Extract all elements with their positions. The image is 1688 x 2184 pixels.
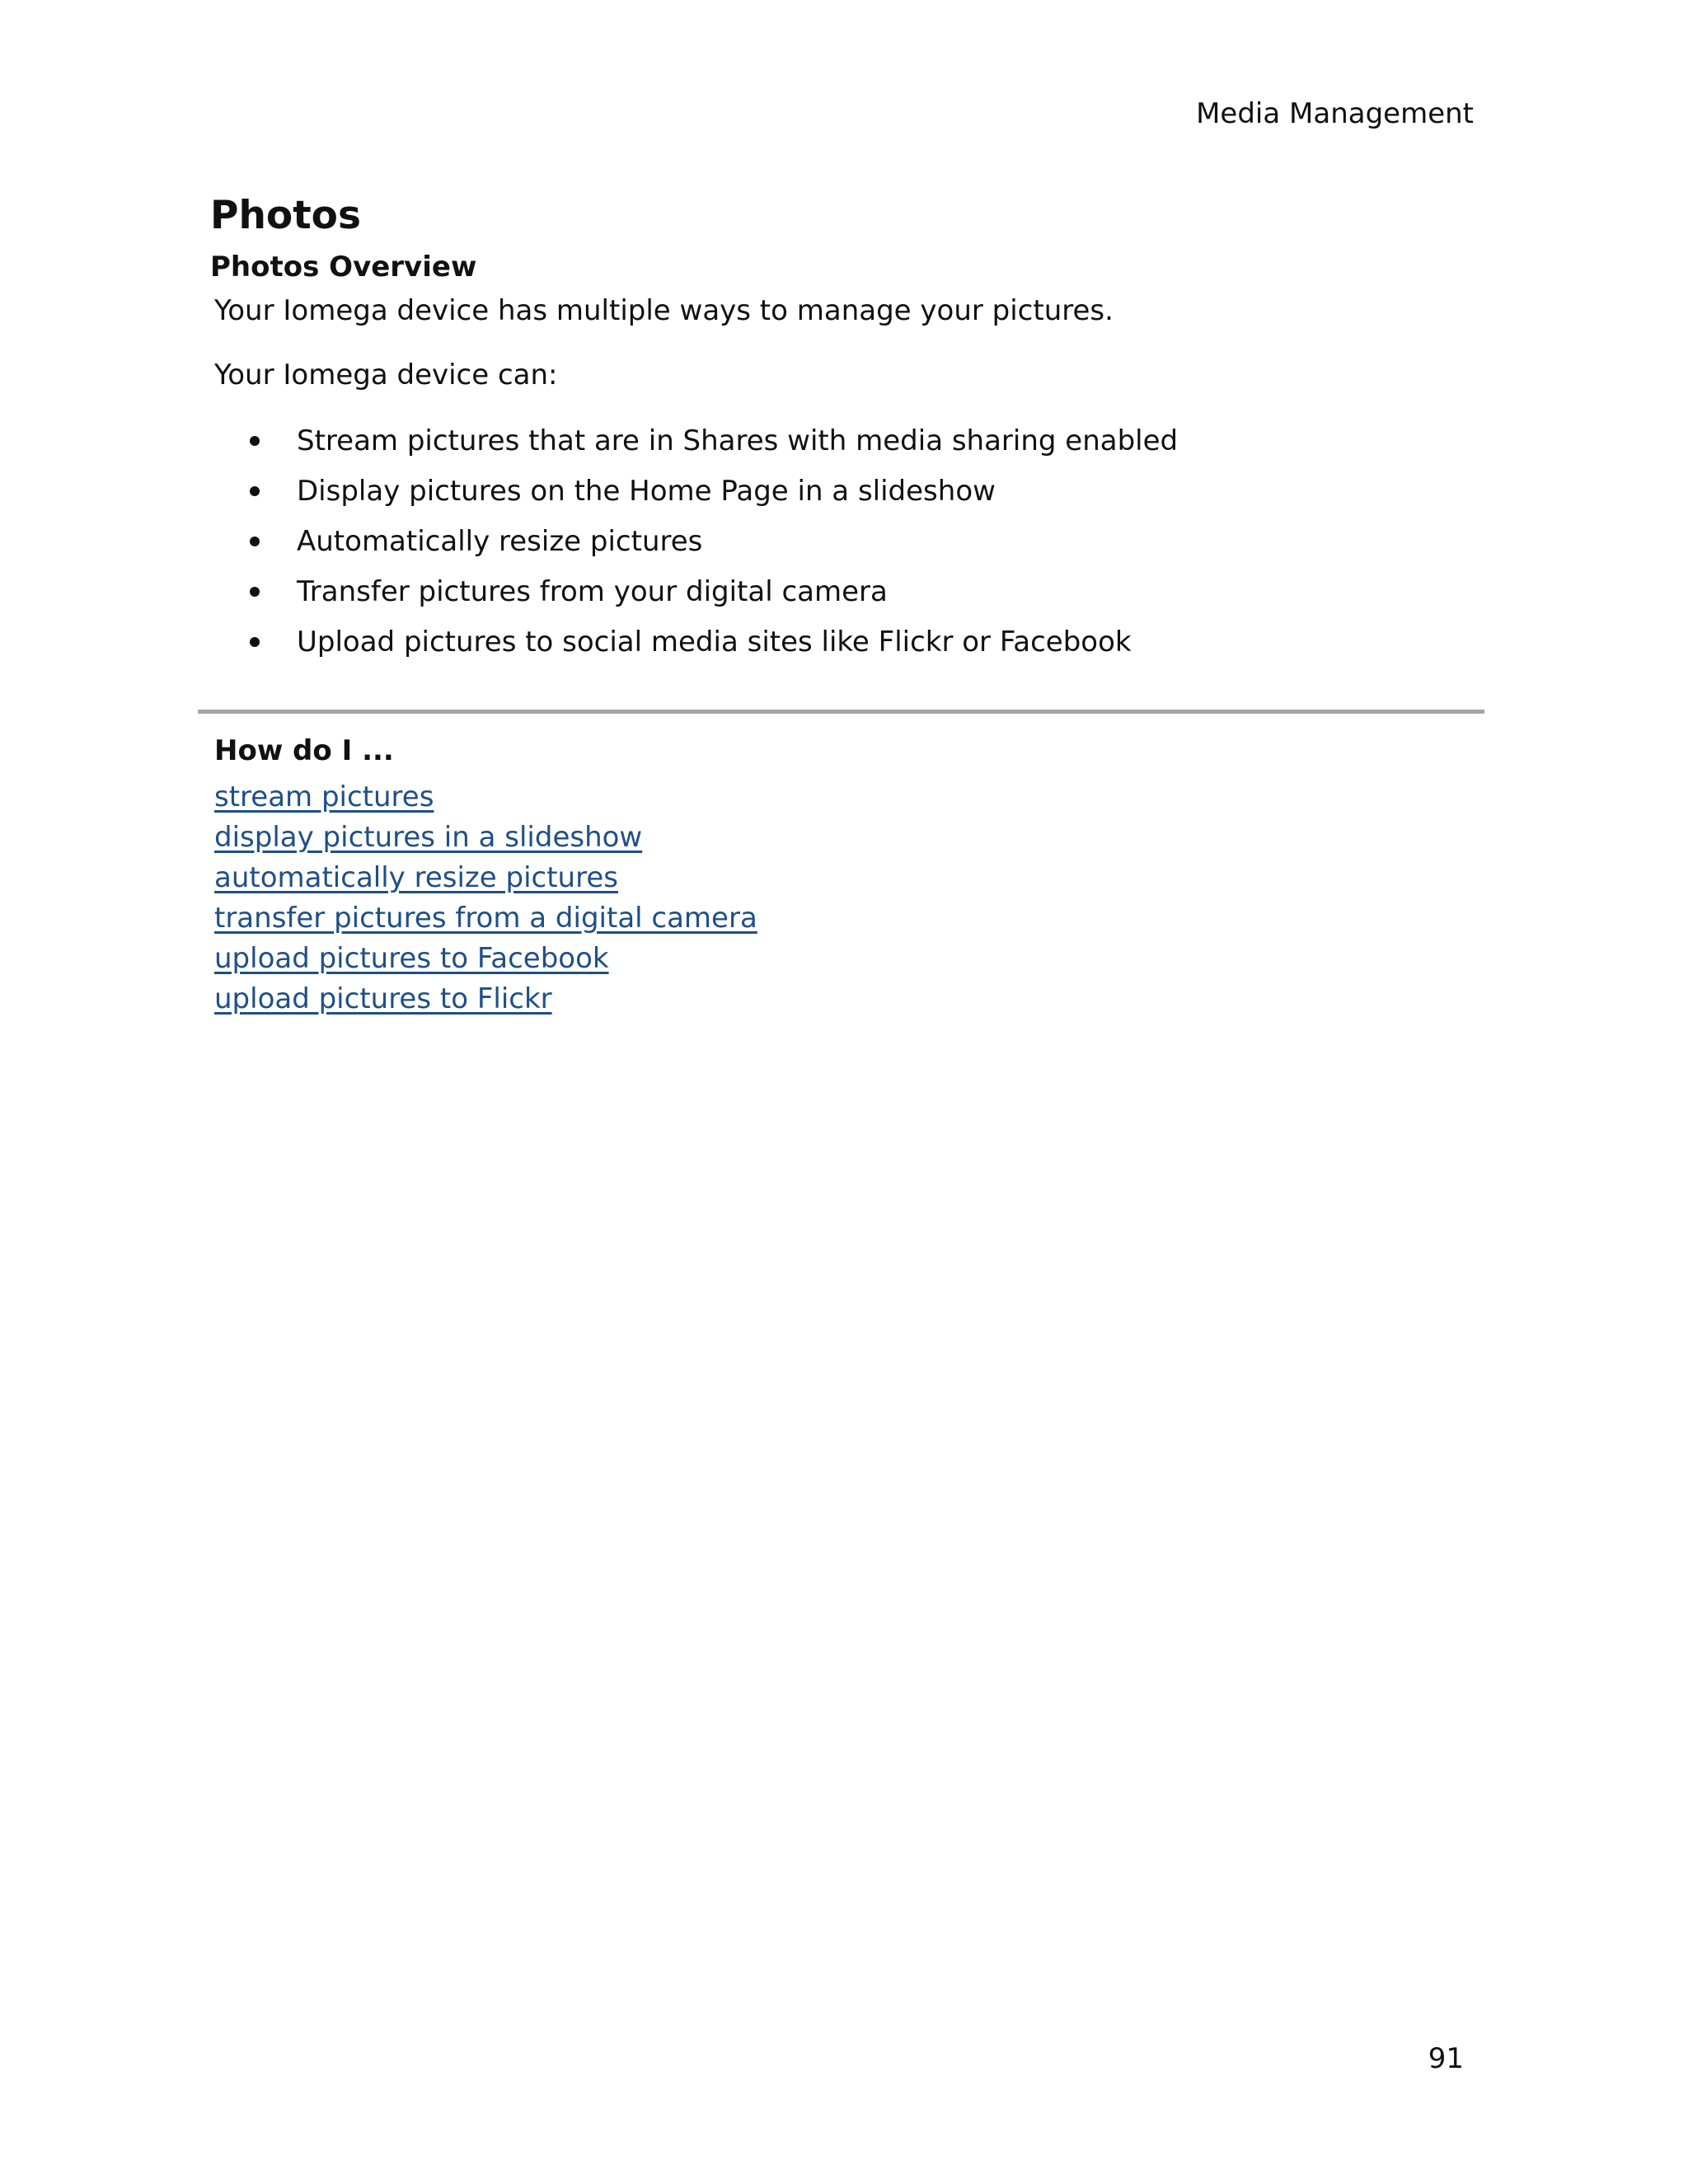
intro-paragraph-1: Your Iomega device has multiple ways to manage your pictures. bbox=[214, 294, 1114, 327]
capabilities-list bbox=[210, 424, 1471, 659]
link-upload-flickr[interactable]: upload pictures to Flickr bbox=[214, 982, 552, 1015]
list-item bbox=[210, 625, 1471, 659]
bullet-icon bbox=[250, 637, 260, 647]
list-item-text: Stream pictures that are in Shares with media sharing enabled bbox=[297, 424, 1179, 457]
link-upload-facebook[interactable]: upload pictures to Facebook bbox=[214, 942, 609, 975]
intro-paragraph-2: Your Iomega device can: bbox=[214, 359, 558, 391]
bullet-icon bbox=[250, 537, 260, 546]
list-item-text: Upload pictures to social media sites like Flickr or Facebook bbox=[297, 626, 1132, 658]
list-item-text: Display pictures on the Home Page in a slideshow bbox=[297, 475, 996, 508]
main-content bbox=[210, 191, 1471, 675]
list-item bbox=[210, 474, 1471, 509]
bullet-icon bbox=[250, 587, 260, 597]
list-item bbox=[210, 524, 1471, 559]
page-number: 91 bbox=[1428, 2042, 1464, 2075]
list-item bbox=[210, 574, 1471, 609]
list-item-text: Automatically resize pictures bbox=[297, 525, 703, 558]
bullet-icon bbox=[250, 486, 260, 496]
link-stream-pictures[interactable]: stream pictures bbox=[214, 780, 434, 813]
list-item-text: Transfer pictures from your digital camera bbox=[297, 575, 888, 608]
link-resize-pictures[interactable]: automatically resize pictures bbox=[214, 861, 618, 894]
bullet-icon bbox=[250, 436, 260, 446]
page-title: Photos bbox=[210, 193, 361, 238]
list-item bbox=[210, 424, 1471, 458]
section-divider bbox=[198, 710, 1484, 714]
how-do-i-section bbox=[214, 733, 1203, 1019]
how-do-i-title: How do I ... bbox=[214, 734, 394, 767]
running-header: Media Management bbox=[1196, 97, 1474, 130]
how-do-i-links bbox=[214, 777, 1203, 1019]
link-display-slideshow[interactable]: display pictures in a slideshow bbox=[214, 821, 643, 854]
link-transfer-camera[interactable]: transfer pictures from a digital camera bbox=[214, 902, 757, 935]
section-title: Photos Overview bbox=[210, 251, 477, 284]
